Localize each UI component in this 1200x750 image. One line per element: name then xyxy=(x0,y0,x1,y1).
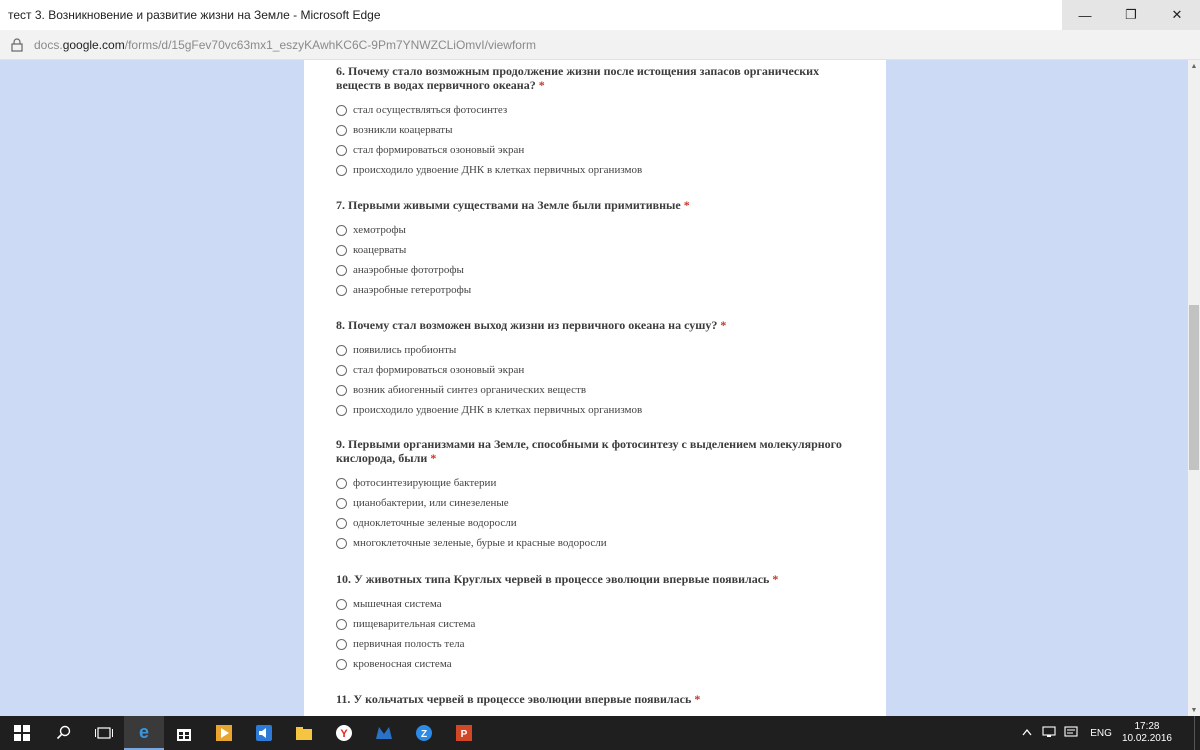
radio-option[interactable] xyxy=(336,533,856,553)
radio-button[interactable] xyxy=(336,385,347,396)
radio-option[interactable] xyxy=(336,634,856,654)
radio-option[interactable] xyxy=(336,493,856,513)
maximize-button[interactable]: ❐ xyxy=(1108,0,1154,30)
radio-button[interactable] xyxy=(336,659,347,670)
clock-date: 10.02.2016 xyxy=(1121,733,1172,744)
radio-option[interactable] xyxy=(336,654,856,674)
lock-icon xyxy=(0,38,34,52)
minimize-button[interactable]: — xyxy=(1062,0,1108,30)
option-label: возник абиогенный синтез органических веществ xyxy=(353,384,587,396)
question-text: 8. Почему стал возможен выход жизни из первичного океана на сушу? xyxy=(336,318,718,332)
option-label: появились пробионты xyxy=(353,344,457,356)
language-indicator[interactable]: ENG xyxy=(1090,727,1112,739)
store-icon[interactable] xyxy=(164,716,204,750)
powerpoint-icon[interactable] xyxy=(444,716,484,750)
radio-button[interactable] xyxy=(336,478,347,489)
option-label: стал осуществляться фотосинтез xyxy=(353,104,508,116)
speaker-app-icon[interactable] xyxy=(244,716,284,750)
search-icon[interactable] xyxy=(44,716,84,750)
radio-button[interactable] xyxy=(336,245,347,256)
radio-button[interactable] xyxy=(336,265,347,276)
radio-option[interactable] xyxy=(336,100,856,120)
question-title xyxy=(336,692,856,706)
question-6 xyxy=(336,64,856,180)
scroll-down-icon[interactable]: ▼ xyxy=(1190,706,1198,714)
address-bar[interactable] xyxy=(0,30,1200,60)
radio-option[interactable] xyxy=(336,473,856,493)
radio-option[interactable] xyxy=(336,280,856,300)
file-explorer-icon[interactable] xyxy=(284,716,324,750)
radio-button[interactable] xyxy=(336,498,347,509)
yandex-icon[interactable] xyxy=(324,716,364,750)
network-icon[interactable] xyxy=(1042,726,1056,741)
chevron-up-icon[interactable] xyxy=(1022,728,1032,739)
radio-button[interactable] xyxy=(336,345,347,356)
question-title xyxy=(336,437,856,465)
window-title-bar xyxy=(0,0,1200,30)
radio-option[interactable] xyxy=(336,120,856,140)
url-path: /forms/d/15gFev70vc63mx1_eszyKAwhKC6C-9Pm7YNWZCLiOmvI/viewform xyxy=(124,37,536,52)
page-viewport xyxy=(0,60,1188,716)
notification-icon[interactable] xyxy=(1064,726,1078,741)
option-label: анаэробные фототрофы xyxy=(353,264,464,276)
radio-option[interactable] xyxy=(336,220,856,240)
url-text[interactable] xyxy=(34,38,536,52)
option-label: хемотрофы xyxy=(353,224,406,236)
window-controls xyxy=(1062,0,1200,30)
svg-text:P: P xyxy=(460,729,468,740)
option-label: стал формироваться озоновый экран xyxy=(353,364,525,376)
radio-button[interactable] xyxy=(336,518,347,529)
required-star: * xyxy=(430,451,437,465)
radio-button[interactable] xyxy=(336,165,347,176)
option-label: многоклеточные зеленые, бурые и красные водоросли xyxy=(353,537,607,549)
required-star: * xyxy=(538,78,545,92)
svg-text:Y: Y xyxy=(340,728,348,740)
radio-button[interactable] xyxy=(336,538,347,549)
required-star: * xyxy=(683,198,690,212)
show-desktop-button[interactable] xyxy=(1194,716,1200,750)
radio-button[interactable] xyxy=(336,285,347,296)
radio-button[interactable] xyxy=(336,365,347,376)
radio-option[interactable] xyxy=(336,340,856,360)
task-view-icon[interactable] xyxy=(84,716,124,750)
edge-icon[interactable] xyxy=(124,716,164,750)
question-title xyxy=(336,572,856,586)
radio-button[interactable] xyxy=(336,405,347,416)
option-label: фотосинтезирующие бактерии xyxy=(353,477,497,489)
svg-text:e: e xyxy=(138,722,150,742)
radio-option[interactable] xyxy=(336,513,856,533)
question-title xyxy=(336,198,856,212)
option-label: возникли коацерваты xyxy=(353,124,453,136)
question-text: 6. Почему стало возможным продолжение жизни после истощения запасов органических веществ в водах первичного океана? xyxy=(336,64,820,92)
radio-button[interactable] xyxy=(336,639,347,650)
radio-button[interactable] xyxy=(336,145,347,156)
radio-option[interactable] xyxy=(336,400,856,420)
option-label: цианобактерии, или синезеленые xyxy=(353,497,509,509)
radio-button[interactable] xyxy=(336,105,347,116)
window-title: тест 3. Возникновение и развитие жизни на Земле - Microsoft Edge xyxy=(8,8,381,22)
option-label: кровеносная система xyxy=(353,658,452,670)
option-label: первичная полость тела xyxy=(353,638,465,650)
radio-option[interactable] xyxy=(336,160,856,180)
radio-option[interactable] xyxy=(336,360,856,380)
question-8 xyxy=(336,318,856,420)
option-label: одноклеточные зеленые водоросли xyxy=(353,517,517,529)
question-text: 9. Первыми организмами на Земле, способными к фотосинтезу с выделением молекулярного кислорода, были xyxy=(336,437,842,465)
radio-option[interactable] xyxy=(336,614,856,634)
clock-time: 17:28 xyxy=(1134,721,1160,732)
question-title xyxy=(336,64,856,92)
option-label: мышечная система xyxy=(353,598,442,610)
option-label: коацерваты xyxy=(353,244,407,256)
required-star: * xyxy=(694,692,701,706)
question-9 xyxy=(336,437,856,553)
vertical-scrollbar[interactable] xyxy=(1188,60,1200,716)
option-label: стал формироваться озоновый экран xyxy=(353,144,525,156)
url-host: google.com xyxy=(62,37,125,52)
radio-option[interactable] xyxy=(336,260,856,280)
scroll-up-icon[interactable]: ▲ xyxy=(1190,62,1198,70)
radio-button[interactable] xyxy=(336,599,347,610)
option-label: происходило удвоение ДНК в клетках первичных организмов xyxy=(353,404,643,416)
system-tray xyxy=(1022,716,1200,750)
radio-button[interactable] xyxy=(336,225,347,236)
media-player-icon[interactable] xyxy=(204,716,244,750)
mail-app-icon[interactable] xyxy=(404,716,444,750)
radio-option[interactable] xyxy=(336,594,856,614)
url-prefix: docs. xyxy=(34,37,63,52)
option-label: пищеварительная система xyxy=(353,618,476,630)
clock[interactable] xyxy=(1122,721,1172,745)
form-card xyxy=(304,60,886,716)
question-10 xyxy=(336,572,856,674)
option-label: анаэробные гетеротрофы xyxy=(353,284,472,296)
svg-text:Z: Z xyxy=(420,729,428,740)
question-text: 10. У животных типа Круглых червей в процессе эволюции впервые появилась xyxy=(336,572,770,586)
scrollbar-thumb[interactable] xyxy=(1189,305,1199,470)
radio-button[interactable] xyxy=(336,125,347,136)
windows-start-icon[interactable] xyxy=(0,716,44,750)
question-title xyxy=(336,318,856,332)
question-text: 7. Первыми живыми существами на Земле были примитивные xyxy=(336,198,681,212)
required-star: * xyxy=(720,318,727,332)
radio-button[interactable] xyxy=(336,619,347,630)
radio-option[interactable] xyxy=(336,140,856,160)
taskbar xyxy=(0,716,1200,750)
required-star: * xyxy=(772,572,779,586)
question-7 xyxy=(336,198,856,300)
radio-option[interactable] xyxy=(336,240,856,260)
question-text: 11. У кольчатых червей в процессе эволюции впервые появилась xyxy=(336,692,692,706)
radio-option[interactable] xyxy=(336,380,856,400)
close-button[interactable]: ✕ xyxy=(1154,0,1200,30)
question-11 xyxy=(336,692,856,706)
option-label: происходило удвоение ДНК в клетках первичных организмов xyxy=(353,164,643,176)
maxthon-icon[interactable] xyxy=(364,716,404,750)
